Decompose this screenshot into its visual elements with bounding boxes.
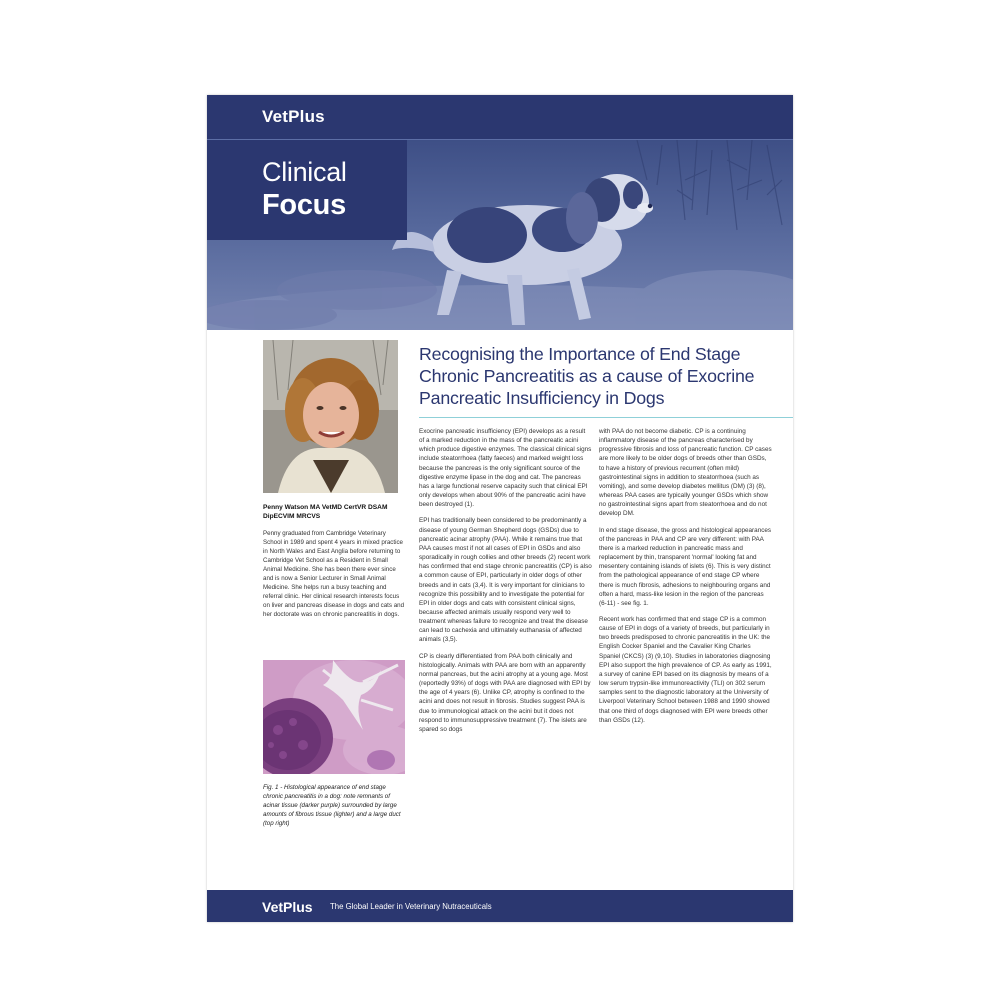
paragraph: CP is clearly differentiated from PAA both clinically and histologically. Animals with PAA are born with an apparently normal pancreas, but the acini atrophy at a young age. Most (reportedly 93%) of dogs with PAA are diagnosed with EPI by the age of 4 years (6). Unlike CP, atrophy is confined to the acini and does not result in fibrosis. Studies suggest PAA is due to immunological attack on the acini but it does not respond to immunosuppressive treatment (7). The islets are spared so dogs	[419, 652, 591, 733]
figure-caption: Fig. 1 - Histological appearance of end stage chronic pancreatitis in a dog: note remnants of acinar tissue (darker purple) surrounded by large amounts of fibrous tissue (lighter) and a large duct (top right)	[263, 784, 401, 827]
title-box	[207, 140, 407, 240]
histology-figure	[263, 660, 405, 774]
article-column-2	[599, 427, 772, 732]
footer-bar	[207, 890, 793, 922]
brand-logo: VetPlus	[262, 107, 325, 126]
author-name: Penny Watson MA VetMD CertVR DSAM DipECVIM MRCVS	[263, 504, 388, 520]
footer-brand-logo: VetPlus	[262, 899, 313, 915]
paragraph: with PAA do not become diabetic. CP is a continuing inflammatory disease of the pancreas characterised by progressive fibrosis and loss of pancreatic function. CP cases are more likely to be older dogs of breeds other than GSDs, to have a history of previous recurrent (often mild) gastrointestinal signs in addition to steatorrhoea (such as vomiting), and some develop diabetes mellitus (DM) (3) (8), whereas PAA cases are typically younger GSDs which show no gastrointestinal signs apart from steatorrhoea and do not develop DM.	[599, 428, 772, 518]
footer-tagline: The Global Leader in Veterinary Nutraceuticals	[330, 902, 492, 911]
paragraph: EPI has traditionally been considered to be predominantly a disease of young German Shepherd dogs (GSDs) due to pancreatic acinar atrophy (PAA). While it remains true that PAA causes most if not all cases of EPI in GSDs and also sporadically in rough collies and other breeds (2) recent work has confirmed that end stage chronic pancreatitis (CP) is also a common cause of EPI, particularly in older dogs of other breeds and in cats (3,4). It is very important for clinicians to recognize this possibility and to investigate the potential for EPI in older dogs and cats with consistent clinical signs, because affected animals usually respond very well to treatment whereas failure to recognize and treat the disease can lead to cachexia and ultimately euthanasia of affected animals (3,5).	[419, 517, 592, 644]
paragraph: Recent work has confirmed that end stage CP is a common cause of EPI in dogs of a variety of breeds, but particularly in two breeds predisposed to chronic pancreatitis in the UK: the English Cocker Spaniel and the Cavalier King Charles Spaniel (CKCS) (3) (9,10). Studies in laboratories diagnosing EPI also support the high prevalence of CP. As early as 1991, a survey of canine EPI based on its diagnosis by means of a low serum trypsin-like immunoreactivity (TLI) on 302 serum samples sent to the diagnostic laboratory at the University of Liverpool Veterinary School between 1988 and 1990 showed that one third of dogs diagnosed with EPI were breeds other than GSDs (12).	[599, 615, 772, 724]
author-photo	[263, 340, 398, 493]
article-headline: Recognising the Importance of End Stage Chronic Pancreatitis as a cause of Exocrine Pancreatic Insufficiency in Dogs	[419, 344, 755, 408]
author-bio: Penny graduated from Cambridge Veterinary School in 1989 and spent 4 years in mixed practice in North Wales and East Anglia before returning to Cambridge Vet School as a Resident in Small Animal Medicine. She has been there ever since and is now a Senior Lecturer in Small Animal Medicine. She helps run a busy teaching and referral clinic. Her clinical research interests focus on liver and pancreas disease in dogs and cats and her doctorate was on chronic pancreatitis in dogs.	[263, 530, 405, 618]
paragraph: Exocrine pancreatic insufficiency (EPI) develops as a result of a marked reduction in the mass of the pancreatic acini which produce digestive enzymes. The classical clinical signs include steatorrhoea (fatty faeces) and marked weight loss because the pancreas is the only significant source of the digestive enzyme lipase in the dog and cat. The pancreas has a large functional reserve capacity such that clinical EPI only develops when about 90% of the pancreatic acini have been destroyed (1).	[419, 428, 592, 509]
paragraph: In end stage disease, the gross and histological appearances of the pancreas in PAA and CP are very different: with PAA there is a marked reduction in pancreatic mass and replacement by thin, transparent 'normal' looking fat and mesentery containing islands of islets (6). This is very distinct from the pathological appearance of end stage CP where there is much fibrosis, adhesions to neighbouring organs and often a hard, mass-like lesion in the region of the pancreas (6-11) - see fig. 1.	[599, 526, 772, 607]
headline-divider	[419, 417, 793, 418]
document-page	[207, 95, 793, 922]
title-line-clinical: Clinical	[262, 157, 347, 187]
article-column-1	[419, 427, 592, 741]
title-line-focus: Focus	[262, 189, 346, 221]
header-bar	[207, 95, 793, 140]
